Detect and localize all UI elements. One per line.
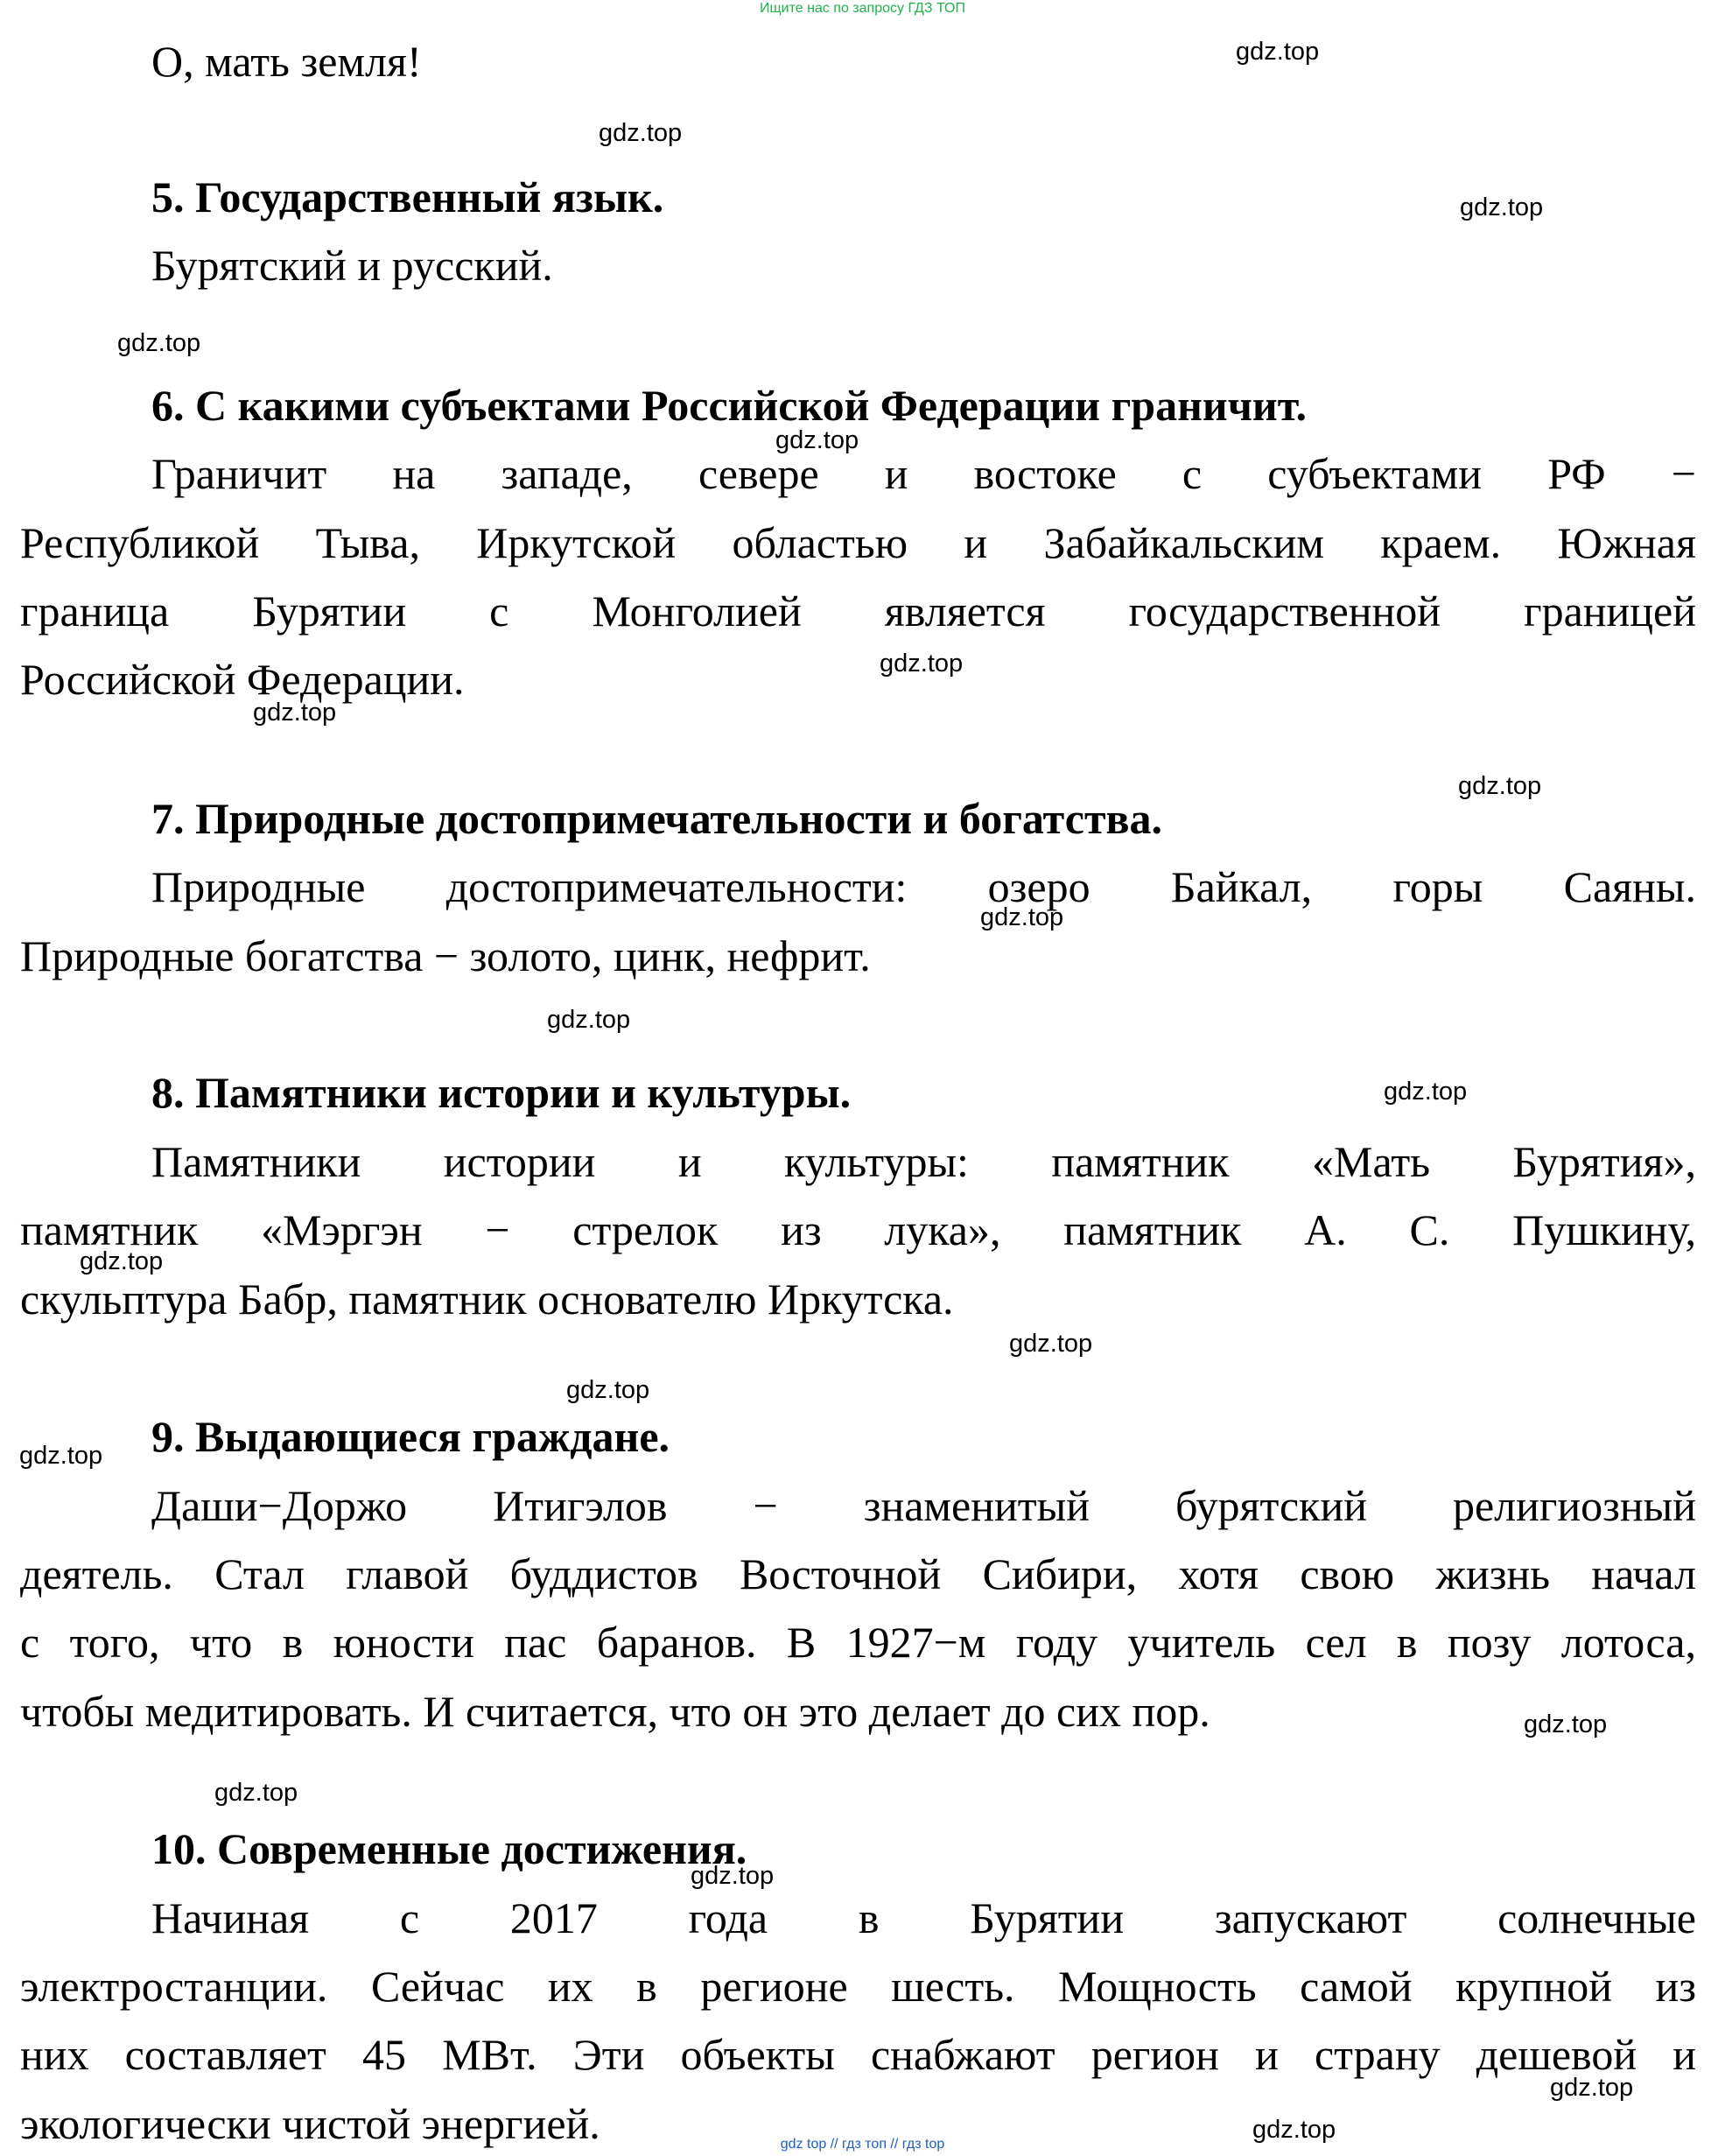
section-8-line-1: Памятники истории и культуры: памятник «Мать Бурятия», [151,1137,1696,1186]
section-6-heading: 6. С какими субъектами Российской Федерации граничит. [151,381,1308,430]
watermark: gdz.top [775,426,859,454]
bottom-banner[interactable]: gdz top // гдз топ // гдз top [780,2137,945,2152]
watermark: gdz.top [566,1376,650,1404]
watermark: gdz.top [1252,2116,1336,2144]
watermark: gdz.top [547,1006,631,1034]
section-9-line-2: деятель. Стал главой буддистов Восточной Сибири, хотя свою жизнь начал [20,1549,1696,1598]
section-10-line-3: них составляет 45 МВт. Эти объекты снабжают регион и страну дешевой и [20,2030,1696,2079]
section-6-line-3: граница Бурятии с Монголией является государственной границей [20,586,1696,636]
watermark: gdz.top [1458,772,1542,800]
section-10-heading: 10. Современные достижения. [151,1824,747,1873]
section-10-line-2: электростанции. Сейчас их в регионе шесть. Мощность самой крупной из [20,1962,1696,2011]
top-banner[interactable]: Ищите нас по запросу ГДЗ ТОП [760,1,965,16]
watermark: gdz.top [1460,193,1544,221]
section-7-line-1: Природные достопримечательности: озеро Байкал, горы Саяны. [151,862,1696,911]
watermark: gdz.top [980,903,1064,931]
intro-line: О, мать земля! [151,37,422,86]
watermark: gdz.top [214,1779,298,1807]
watermark: gdz.top [19,1442,103,1470]
watermark: gdz.top [691,1862,775,1890]
section-9-line-1: Даши−Доржо Итигэлов − знаменитый бурятский религиозный [151,1481,1696,1530]
watermark: gdz.top [599,119,683,147]
section-9-heading: 9. Выдающиеся граждане. [151,1412,670,1461]
section-6-line-1: Граничит на западе, севере и востоке с субъектами РФ − [151,449,1696,498]
section-5-heading: 5. Государственный язык. [151,172,664,221]
section-10-line-4: экологически чистой энергией. [20,2099,600,2148]
watermark: gdz.top [117,329,201,357]
watermark: gdz.top [1384,1078,1468,1106]
section-8-line-3: скульптура Бабр, памятник основателю Иркутска. [20,1275,954,1324]
section-7-heading: 7. Природные достопримечательности и богатства. [151,794,1163,843]
watermark: gdz.top [80,1247,164,1275]
section-9-line-3: с того, что в юности пас баранов. В 1927−м году учитель сел в позу лотоса, [20,1618,1696,1667]
section-5-text: Бурятский и русский. [151,241,553,290]
section-6-line-2: Республикой Тыва, Иркутской областью и Забайкальским краем. Южная [20,518,1696,567]
watermark: gdz.top [1009,1330,1093,1358]
watermark: gdz.top [1524,1710,1608,1738]
section-6-line-4: Российской Федерации. [20,655,465,704]
section-7-line-2: Природные богатства − золото, цинк, нефрит. [20,931,871,980]
watermark: gdz.top [1236,38,1320,66]
watermark: gdz.top [880,650,964,678]
section-10-line-1: Начиная с 2017 года в Бурятии запускают солнечные [151,1893,1696,1942]
watermark: gdz.top [1550,2074,1634,2102]
section-8-heading: 8. Памятники истории и культуры. [151,1068,852,1117]
section-8-line-2: памятник «Мэргэн − стрелок из лука», памятник А. С. Пушкину, [20,1205,1696,1254]
section-9-line-4: чтобы медитировать. И считается, что он это делает до сих пор. [20,1687,1210,1736]
watermark: gdz.top [253,699,337,727]
